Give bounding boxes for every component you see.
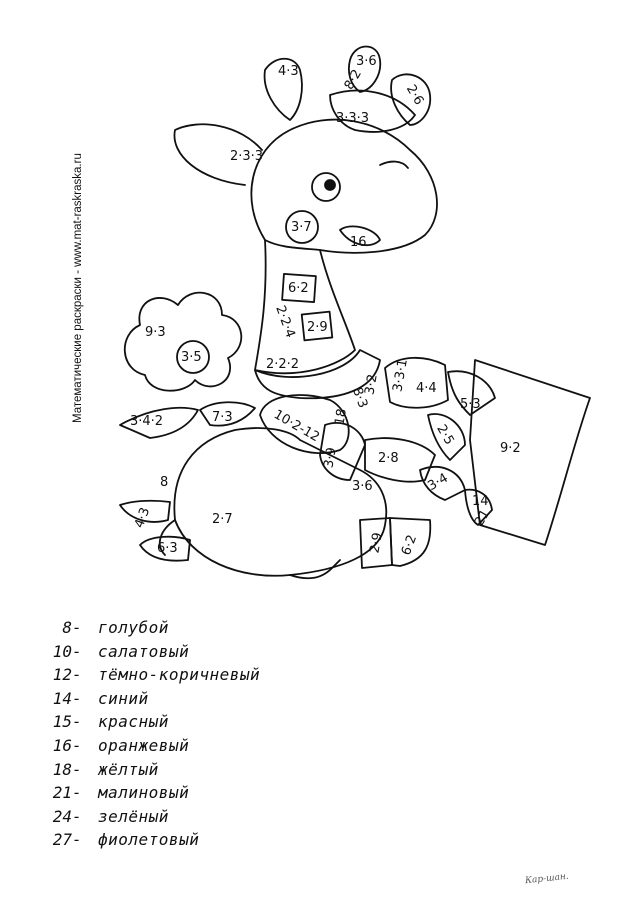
legend-number: 27 <box>52 830 72 850</box>
legend-number: 16 <box>52 735 72 755</box>
region-label: 7·3 <box>212 410 233 425</box>
region-label: 2·9 <box>367 531 386 555</box>
legend-row <box>14 760 334 784</box>
region-label: 3·3·3 <box>336 111 370 126</box>
region-label: 4·3 <box>278 64 299 79</box>
region-label: 8·2 <box>341 67 366 93</box>
handwritten-signature: Кар-шан. <box>524 871 570 887</box>
region-label: 4·4 <box>416 381 437 396</box>
legend-row <box>14 689 334 713</box>
legend-number: 18 <box>52 759 72 779</box>
region-label: 2·5 <box>433 422 457 448</box>
legend-number: 8 <box>62 618 72 637</box>
region-label: 2·3·3 <box>230 149 264 164</box>
legend-color: красный <box>98 712 169 732</box>
region-label: 14 <box>472 494 489 509</box>
region-label: 2·6 <box>402 82 427 108</box>
legend-color: зелёный <box>98 806 169 826</box>
legend-row <box>14 712 334 736</box>
legend-dash: - <box>72 735 82 755</box>
region-label: 16 <box>350 235 367 250</box>
legend-color: оранжевый <box>98 735 190 755</box>
region-label: 3·5 <box>181 350 202 365</box>
region-label: 8 <box>160 475 169 490</box>
legend-dash: - <box>72 759 82 779</box>
legend-color: жёлтый <box>98 759 159 779</box>
legend-number: 24 <box>52 806 72 826</box>
legend-dash: - <box>72 712 82 732</box>
legend-number: 21 <box>52 783 72 803</box>
site-credit: Математические раскраски - www.mat-raskraska.ru <box>72 153 84 423</box>
region-label: 3·3·1 <box>390 357 411 394</box>
legend-row <box>14 807 334 831</box>
legend-number: 12 <box>52 665 72 685</box>
legend-dash: - <box>72 665 82 685</box>
legend-color: голубой <box>98 618 169 637</box>
region-label: 2·9 <box>307 320 328 335</box>
legend-dash: - <box>72 830 82 850</box>
legend-dash: - <box>72 783 82 803</box>
region-label: 9·3 <box>145 325 166 340</box>
legend-dash: - <box>72 806 82 826</box>
flower-shape <box>125 293 242 391</box>
region-label: 10·2-12 <box>271 407 322 446</box>
giraffe-body <box>160 428 386 578</box>
legend-color: синий <box>98 688 149 708</box>
color-legend <box>14 618 334 854</box>
legend-dash: - <box>72 618 82 637</box>
legend-number: 10 <box>52 641 72 661</box>
region-label: 6·3 <box>157 541 178 556</box>
legend-row <box>14 665 334 689</box>
region-label: 3·6 <box>356 54 377 69</box>
giraffe-neck <box>255 240 355 373</box>
legend-color: тёмно-коричневый <box>98 665 261 685</box>
legend-row <box>14 618 334 642</box>
region-label: 3·6 <box>352 479 373 494</box>
region-label: 5·3 <box>460 397 481 412</box>
legend-row <box>14 642 334 666</box>
legend-number: 14 <box>52 688 72 708</box>
region-label: 21 <box>471 507 494 529</box>
region-label: 18 <box>332 407 351 427</box>
region-label: 2·2·2 <box>266 357 300 372</box>
legend-dash: - <box>72 641 82 661</box>
legend-color: малиновый <box>98 783 190 803</box>
legend-row <box>14 736 334 760</box>
legend-color: фиолетовый <box>98 830 200 850</box>
region-label: 6·2 <box>288 281 309 296</box>
region-label: 2·7 <box>212 512 233 527</box>
region-label: 2·2·4 <box>272 303 298 340</box>
legend-color: салатовый <box>98 641 190 661</box>
region-label: 3·4·2 <box>130 414 164 429</box>
legend-number: 15 <box>52 712 72 732</box>
region-label: 2·8 <box>378 451 399 466</box>
legend-dash: - <box>72 688 82 708</box>
region-label: 3·7 <box>291 220 312 235</box>
region-label: 3·9 <box>321 446 340 470</box>
region-label: 3·4 <box>425 470 451 495</box>
region-label: 6·2 <box>398 532 421 558</box>
legend-row <box>14 830 334 854</box>
region-label: 8·3 <box>348 385 371 411</box>
region-label: 9·2 <box>500 441 521 456</box>
region-label: 4·3 <box>132 505 154 531</box>
region-label: 3·2 <box>362 373 381 397</box>
legend-row <box>14 783 334 807</box>
